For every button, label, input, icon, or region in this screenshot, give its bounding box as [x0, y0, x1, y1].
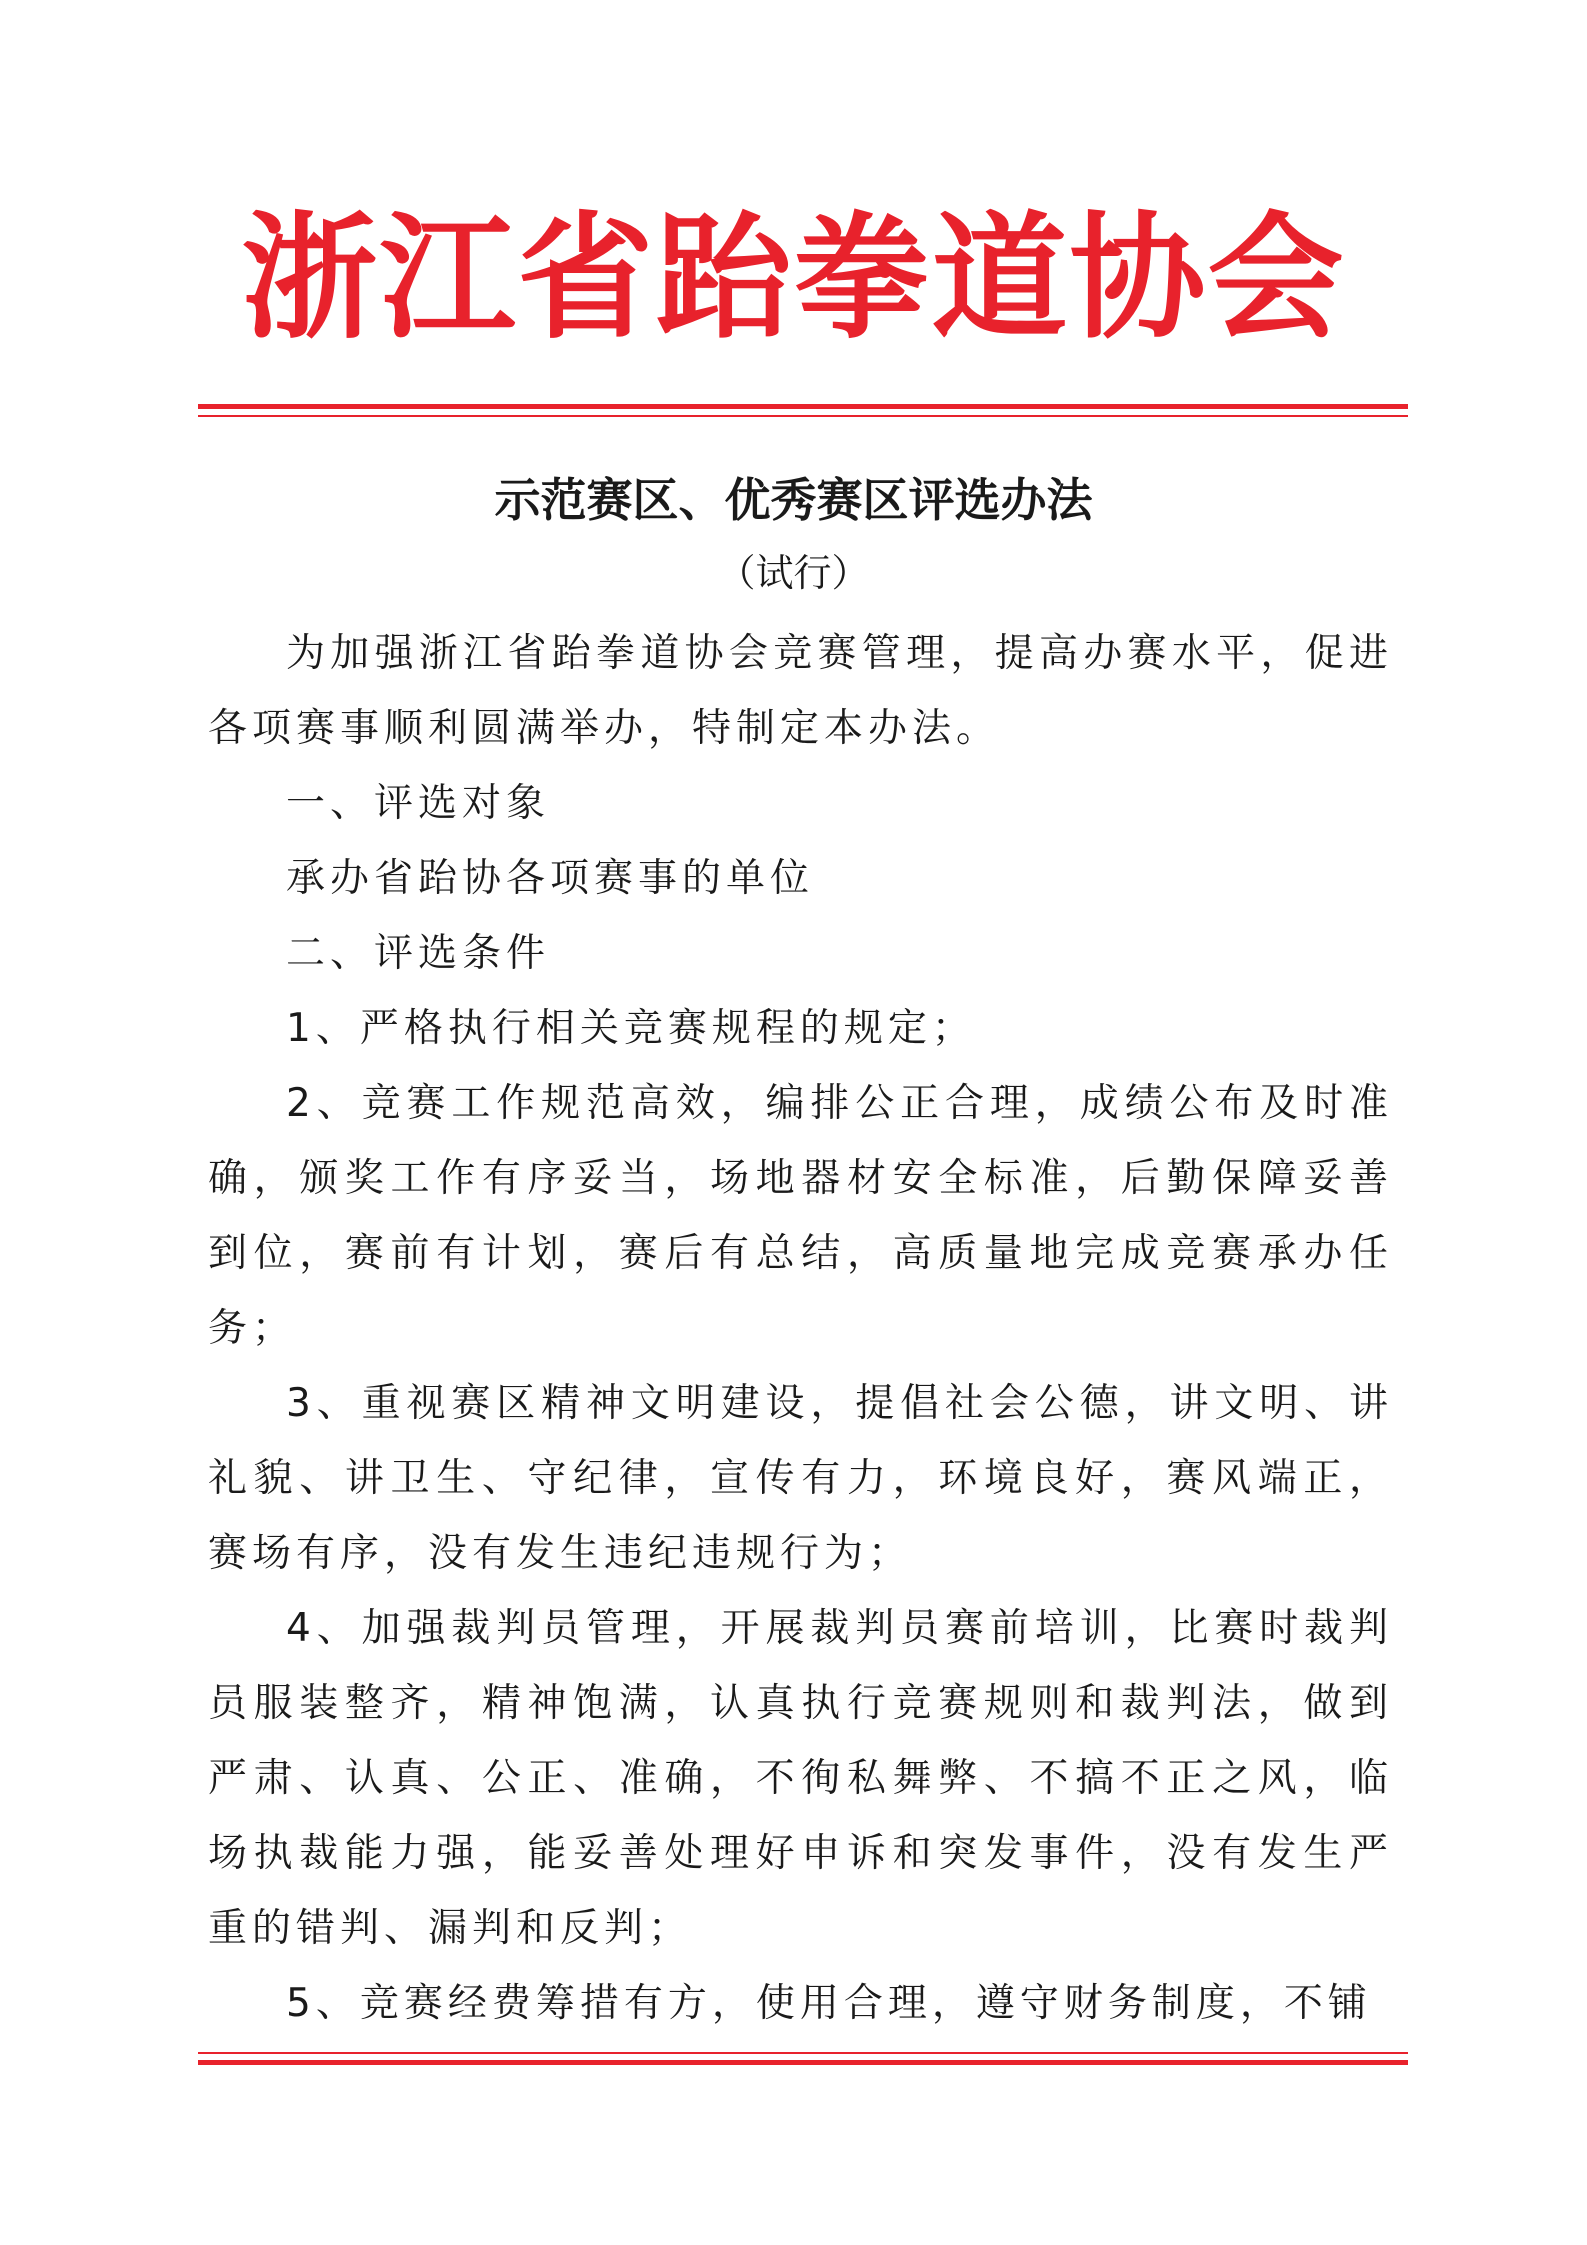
footer-divider-thin [198, 2052, 1408, 2054]
header-divider-thick [198, 404, 1408, 409]
section-heading-1: 一、评选对象 [286, 781, 551, 826]
list-item: 5、竞赛经费筹措有方，使用合理，遵守财务制度，不铺 [286, 1981, 1372, 2026]
paragraph: 承办省跆协各项赛事的单位 [286, 856, 815, 901]
list-item: 4、加强裁判员管理，开展裁判员赛前培训，比赛时裁判员服装整齐，精神饱满，认真执行竞赛规则和裁判法，做到严肃、认真、公正、准确，不徇私舞弊、不搞不正之风，临场执裁能力强，能妥善处理好申诉和突发事件，没有发生严重的错判、漏判和反判； [208, 1606, 1393, 1951]
list-item: 1、严格执行相关竞赛规程的规定； [286, 1006, 976, 1051]
document-subtitle: （试行） [717, 551, 870, 595]
header-divider-thin [198, 415, 1408, 417]
document-title: 示范赛区、优秀赛区评选办法 [494, 473, 1093, 527]
paragraph-intro: 为加强浙江省跆拳道协会竞赛管理，提高办赛水平，促进各项赛事顺利圆满举办，特制定本办法。 [208, 631, 1393, 751]
header-org-name: 浙江省跆拳道协会 [241, 198, 1346, 358]
section-heading-2: 二、评选条件 [286, 931, 551, 976]
footer-divider-thick [198, 2060, 1408, 2065]
list-item: 2、竞赛工作规范高效，编排公正合理，成绩公布及时准确，颁奖工作有序妥当，场地器材安全标准，后勤保障妥善到位，赛前有计划，赛后有总结，高质量地完成竞赛承办任务； [208, 1081, 1393, 1351]
document-body [208, 616, 1393, 2041]
list-item: 3、重视赛区精神文明建设，提倡社会公德，讲文明、讲礼貌、讲卫生、守纪律，宣传有力，环境良好，赛风端正，赛场有序，没有发生违纪违规行为； [208, 1381, 1393, 1576]
